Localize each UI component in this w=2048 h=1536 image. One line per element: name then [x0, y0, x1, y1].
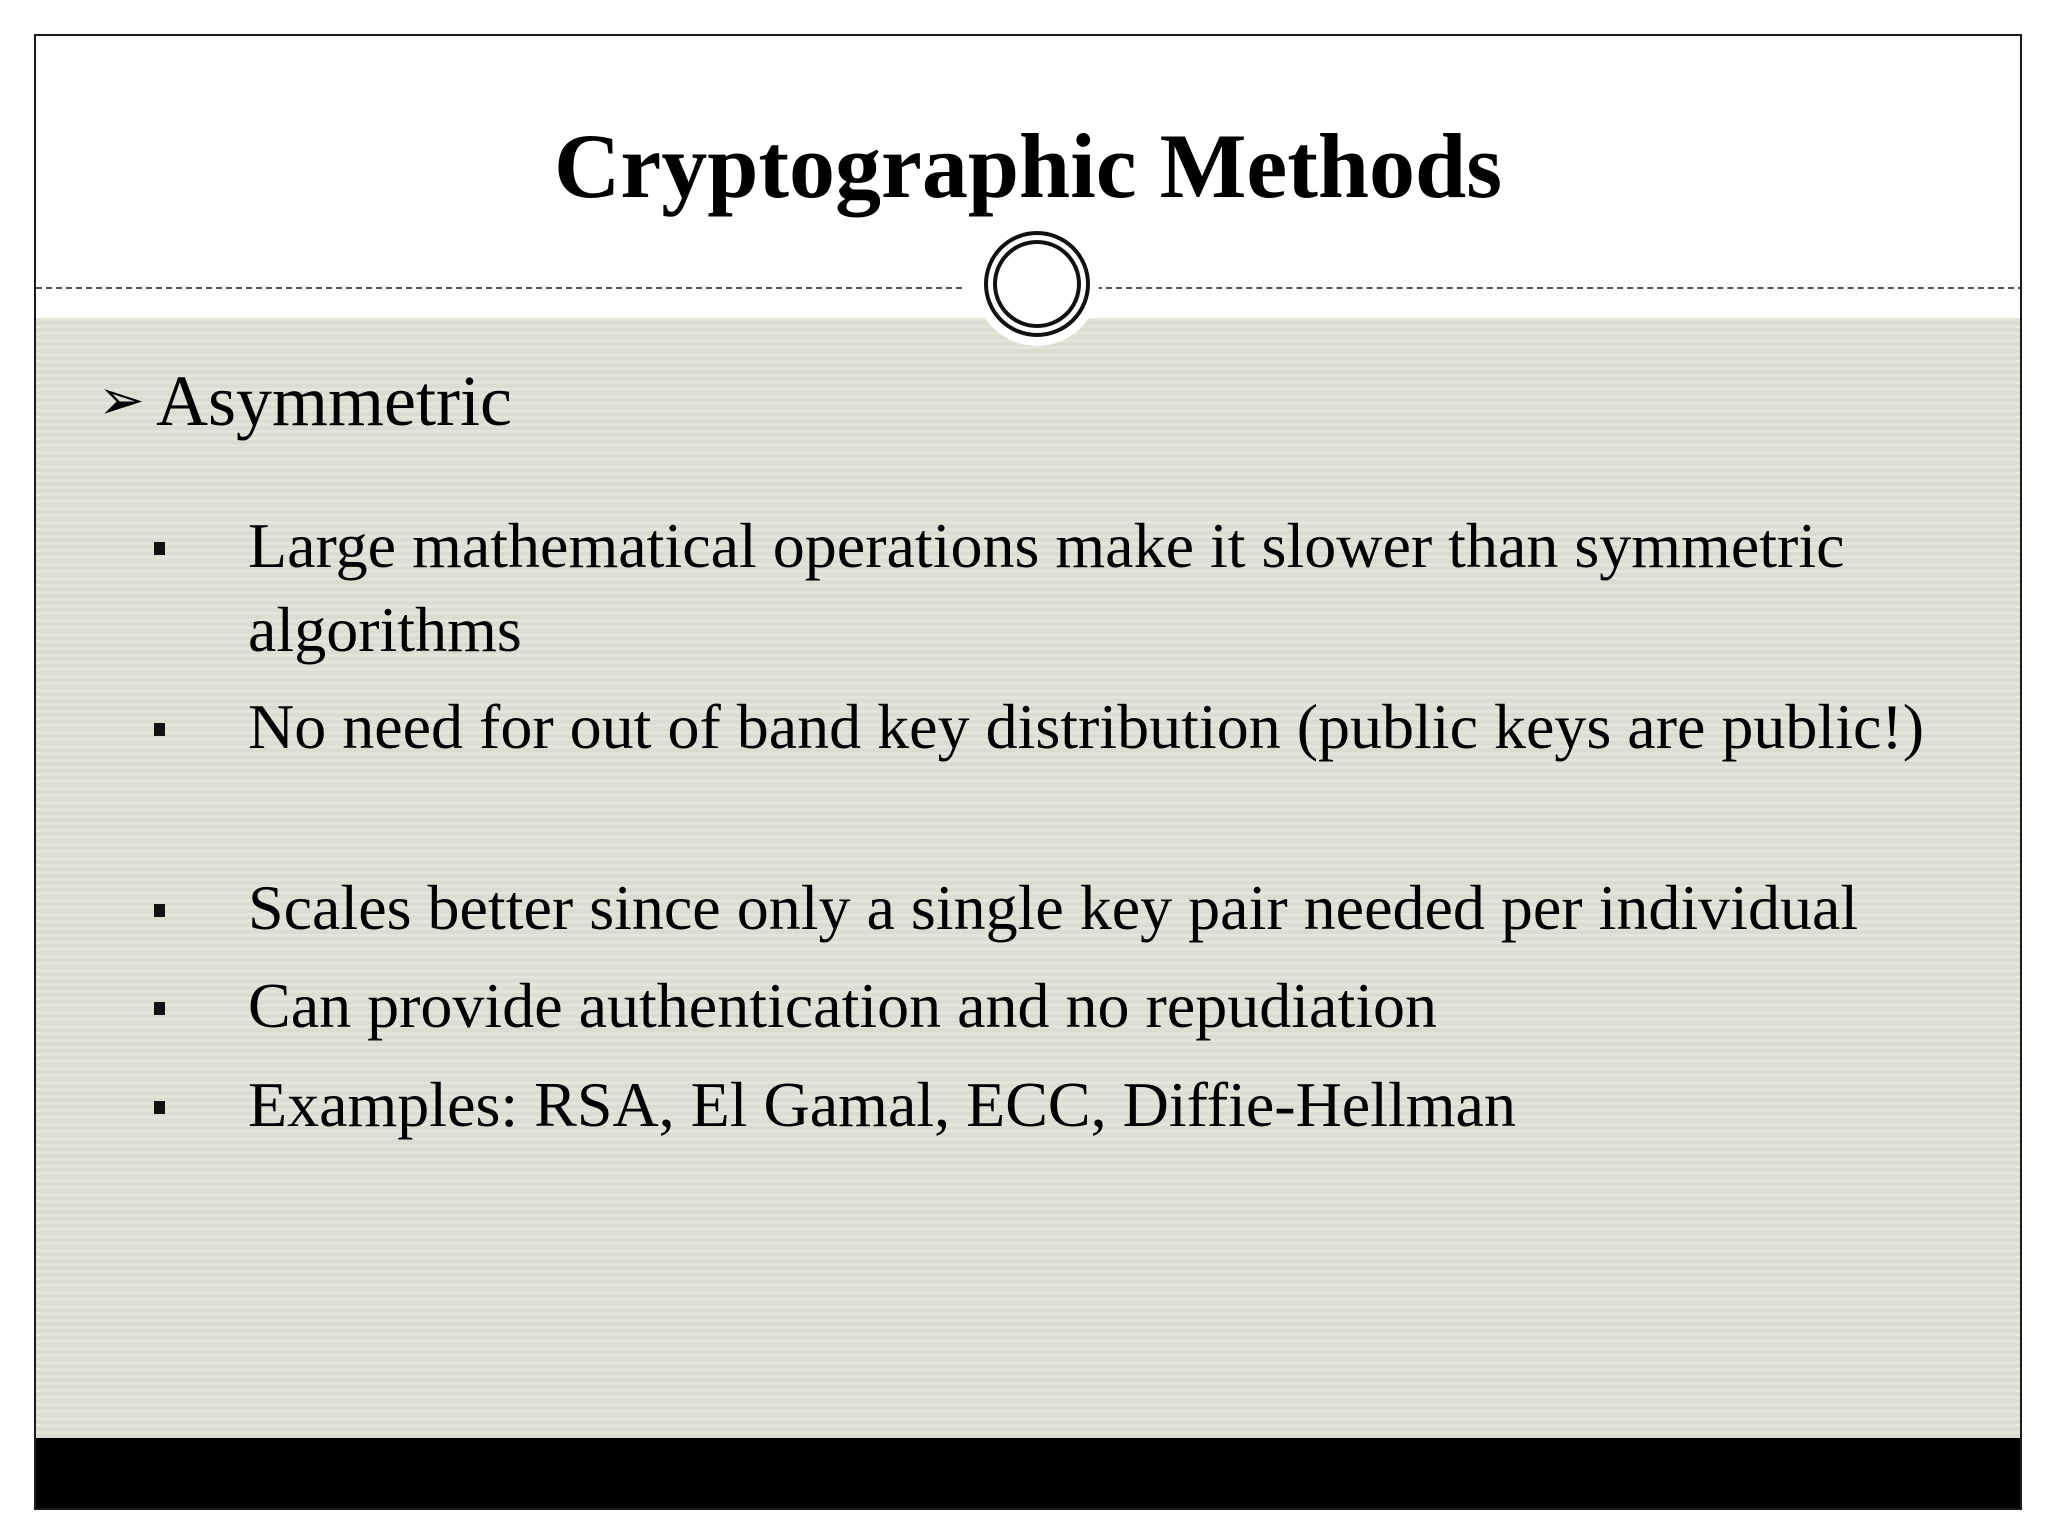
square-bullet-icon	[154, 723, 165, 736]
bullet-text: Can provide authentication and no repudiation	[248, 970, 1437, 1041]
list-item	[154, 866, 1994, 950]
footer-bar	[36, 1438, 2020, 1508]
square-bullet-icon	[154, 1002, 165, 1015]
list-item	[154, 964, 1994, 1048]
slide-title: Cryptographic Methods	[553, 115, 1503, 217]
square-bullet-icon	[154, 542, 165, 555]
list-item	[154, 1063, 1994, 1147]
list-item	[154, 685, 1994, 769]
bullet-text: Large mathematical operations make it slower than symmetric algorithms	[248, 510, 1845, 665]
bullet-text: Examples: RSA, El Gamal, ECC, Diffie-Hellman	[248, 1069, 1516, 1140]
square-bullet-icon	[154, 904, 165, 917]
arrow-bullet-icon: ➢	[98, 370, 145, 432]
bullet-list	[36, 36, 2020, 1508]
heading-label: Asymmetric	[156, 361, 512, 441]
bullet-text: No need for out of band key distribution (public keys are public!)	[248, 691, 1924, 762]
list-item	[154, 504, 1994, 672]
bullet-text: Scales better since only a single key pair needed per individual	[248, 872, 1859, 943]
square-bullet-icon	[154, 1101, 165, 1114]
slide	[34, 34, 2022, 1510]
